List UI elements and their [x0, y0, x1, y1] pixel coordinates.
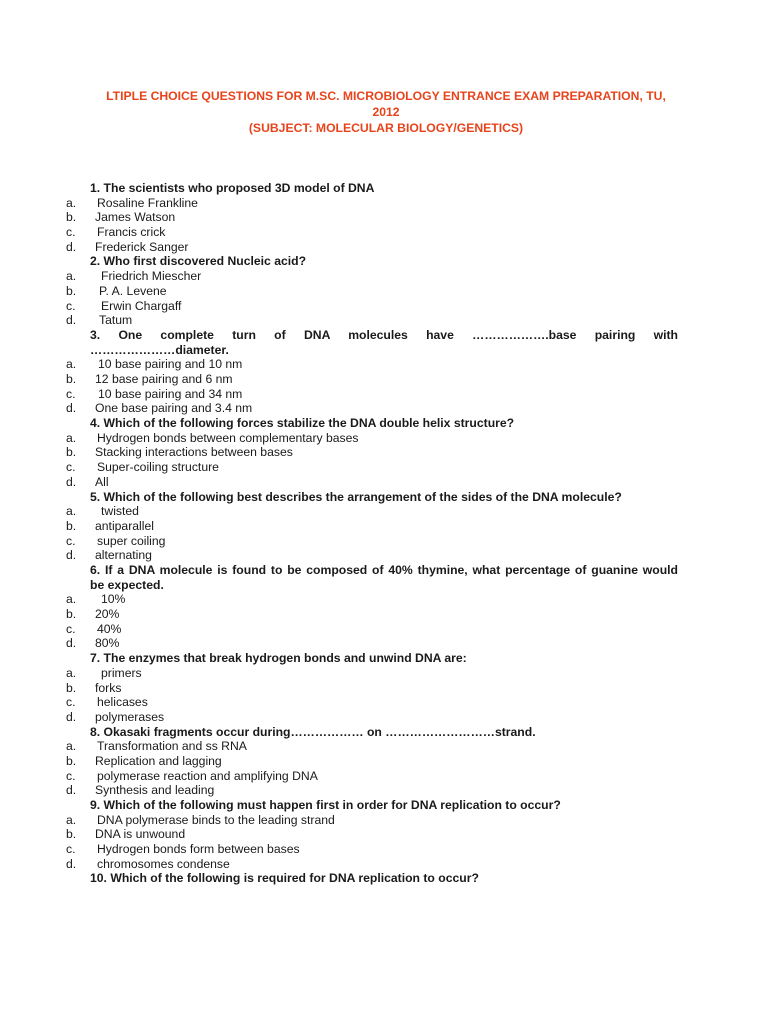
question-6-option-a [66, 592, 678, 607]
option-text: chromosomes condense [97, 856, 230, 871]
option-letter: d. [66, 401, 77, 416]
question-5-option-b [66, 519, 678, 534]
option-text: 10% [101, 592, 126, 607]
question-3-option-c [66, 387, 678, 402]
header-subject-line: (SUBJECT: MOLECULAR BIOLOGY/GENETICS) [248, 121, 524, 135]
option-letter: c. [66, 386, 76, 401]
question-4-option-a [66, 431, 678, 446]
option-letter: d. [66, 636, 77, 651]
question-2-option-c [66, 299, 678, 314]
question-3-title-line-1: 3. One complete turn of DNA molecules have ……………….base pairing with [90, 327, 678, 342]
option-text: DNA is unwound [95, 827, 186, 842]
question-10-title: 10. Which of the following is required for DNA replication to occur? [90, 871, 479, 886]
question-9-option-c [66, 842, 678, 857]
header-title-line-1: LTIPLE CHOICE QUESTIONS FOR M.SC. MICROBIOLOGY ENTRANCE EXAM PREPARATION, TU, [106, 89, 666, 103]
question-7 [66, 651, 678, 724]
question-4-option-c [66, 460, 678, 475]
option-letter: a. [66, 739, 77, 754]
question-9 [66, 798, 678, 871]
option-letter: a. [66, 269, 77, 284]
option-letter: d. [66, 239, 77, 254]
option-letter: a. [66, 504, 77, 519]
option-letter: b. [66, 827, 77, 842]
question-3-option-b [66, 372, 678, 387]
question-list [66, 181, 678, 886]
question-4-option-d [66, 475, 678, 490]
question-9-option-a [66, 813, 678, 828]
question-6-option-b [66, 607, 678, 622]
option-letter: c. [66, 768, 76, 783]
option-text: Frederick Sanger [95, 239, 189, 254]
option-letter: b. [66, 753, 77, 768]
question-6-title [66, 563, 678, 592]
question-3-option-d [66, 401, 678, 416]
question-10 [66, 871, 678, 886]
question-9-option-b [66, 827, 678, 842]
question-8-option-c [66, 769, 678, 784]
question-1-option-b [66, 210, 678, 225]
option-text: Transformation and ss RNA [97, 739, 247, 754]
option-text: Synthesis and leading [95, 783, 215, 798]
option-letter: b. [66, 445, 77, 460]
option-letter: d. [66, 548, 77, 563]
option-text: All [95, 474, 109, 489]
question-5-title: 5. Which of the following best describes the arrangement of the sides of the DNA molecule? [90, 489, 622, 504]
question-5 [66, 490, 678, 563]
option-text: polymerases [95, 709, 165, 724]
question-2-option-d [66, 313, 678, 328]
option-text: forks [95, 680, 122, 695]
question-9-title: 9. Which of the following must happen first in order for DNA replication to occur? [90, 798, 561, 813]
option-text: Friedrich Miescher [101, 269, 202, 284]
option-text: Francis crick [97, 225, 166, 240]
option-text: Hydrogen bonds form between bases [97, 842, 300, 857]
option-text: alternating [95, 548, 152, 563]
option-letter: d. [66, 783, 77, 798]
document-header [66, 88, 706, 136]
option-letter: b. [66, 518, 77, 533]
question-2-title: 2. Who first discovered Nucleic acid? [90, 254, 307, 269]
option-letter: b. [66, 372, 77, 386]
option-text: James Watson [95, 210, 176, 225]
option-text: super coiling [97, 533, 166, 548]
question-5-option-a [66, 504, 678, 519]
option-letter: d. [66, 313, 77, 328]
question-2-option-a [66, 269, 678, 284]
option-letter: c. [66, 621, 76, 636]
option-text: P. A. Levene [99, 283, 167, 298]
option-text: 12 base pairing and 6 nm [95, 372, 233, 386]
option-letter: c. [66, 298, 76, 313]
option-text: twisted [101, 504, 139, 519]
question-8 [66, 725, 678, 798]
option-letter: c. [66, 460, 76, 475]
option-letter: a. [66, 812, 77, 827]
question-1-option-a [66, 196, 678, 211]
question-5-option-c [66, 534, 678, 549]
question-2 [66, 254, 678, 327]
option-letter: a. [66, 195, 77, 210]
option-text: 10 base pairing and 10 nm [98, 357, 243, 372]
option-text: polymerase reaction and amplifying DNA [97, 768, 318, 783]
question-9-option-d [66, 857, 678, 872]
question-7-title: 7. The enzymes that break hydrogen bonds and unwind DNA are: [90, 651, 467, 666]
option-text: 80% [95, 636, 120, 651]
question-8-option-b [66, 754, 678, 769]
question-5-option-d [66, 548, 678, 563]
option-text: 20% [95, 607, 120, 622]
question-8-option-a [66, 739, 678, 754]
question-4 [66, 416, 678, 489]
option-letter: a. [66, 430, 77, 445]
option-letter: d. [66, 474, 77, 489]
option-letter: a. [66, 665, 77, 680]
option-letter: b. [66, 210, 77, 225]
question-6-option-d [66, 636, 678, 651]
question-4-title: 4. Which of the following forces stabilize the DNA double helix structure? [90, 416, 515, 431]
option-letter: c. [66, 533, 76, 548]
question-6-title-line-1: 6. If a DNA molecule is found to be composed of 40% thymine, what percentage of guanine would [90, 562, 678, 577]
option-letter: b. [66, 607, 77, 622]
question-8-option-d [66, 783, 678, 798]
option-text: Erwin Chargaff [101, 298, 182, 313]
option-text: Hydrogen bonds between complementary bases [97, 430, 359, 445]
question-6 [66, 563, 678, 651]
option-text: 40% [97, 621, 122, 636]
option-text: Super-coiling structure [97, 460, 219, 475]
option-text: Rosaline Frankline [97, 195, 198, 210]
option-text: DNA polymerase binds to the leading strand [97, 812, 335, 827]
option-letter: b. [66, 680, 77, 695]
option-text: Replication and lagging [95, 753, 222, 768]
question-8-title: 8. Okasaki fragments occur during……………… on ………………………strand. [90, 724, 536, 739]
option-letter: a. [66, 592, 77, 607]
header-title-line-2: 2012 [372, 105, 400, 119]
question-7-option-c [66, 695, 678, 710]
option-text: Stacking interactions between bases [95, 445, 293, 460]
option-letter: c. [66, 225, 76, 240]
question-3-title [66, 328, 678, 357]
question-7-option-d [66, 710, 678, 725]
option-text: One base pairing and 3.4 nm [95, 401, 253, 416]
question-4-option-b [66, 445, 678, 460]
question-1-title: 1. The scientists who proposed 3D model of DNA [90, 181, 375, 195]
option-text: primers [101, 665, 142, 680]
option-letter: a. [66, 357, 77, 372]
question-1-option-d [66, 240, 678, 255]
question-3-title-line-2: …………………diameter. [90, 342, 229, 357]
question-7-option-b [66, 681, 678, 696]
option-letter: d. [66, 856, 77, 871]
question-3-option-a [66, 357, 678, 372]
question-2-option-b [66, 284, 678, 299]
option-letter: d. [66, 709, 77, 724]
question-3 [66, 328, 678, 416]
option-text: antiparallel [95, 518, 154, 533]
question-6-title-line-2: be expected. [90, 577, 164, 592]
option-letter: c. [66, 842, 76, 857]
option-text: Tatum [99, 313, 133, 328]
option-letter: b. [66, 283, 77, 298]
question-7-option-a [66, 666, 678, 681]
option-letter: c. [66, 695, 76, 710]
question-1-option-c [66, 225, 678, 240]
option-text: 10 base pairing and 34 nm [98, 386, 243, 401]
question-1 [66, 181, 678, 254]
question-6-option-c [66, 622, 678, 637]
option-text: helicases [97, 695, 148, 710]
